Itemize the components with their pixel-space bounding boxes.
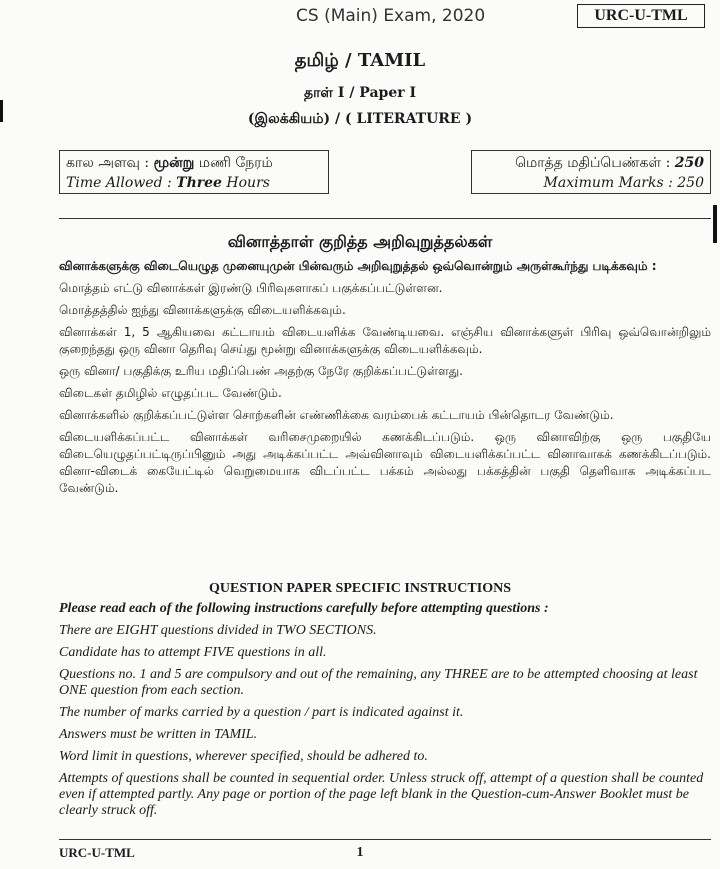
footer-divider — [59, 839, 711, 840]
tamil-instruction-item: ஒரு வினா/ பகுதிக்கு உரிய மதிப்பெண் அதற்கு நேரே குறிக்கப்பட்டுள்ளது. — [59, 364, 463, 378]
tamil-instruction-item: வினாக்கள் 1, 5 ஆகியவை கட்டாயம் விடையளிக்க வேண்டியவை. எஞ்சிய வினாக்களுள் பிரிவு ஒவ்வொன்றிலும் குறைந்தது ஒரு வினா தெரிவு செய்து மூன்று வினாக்களுக்கு விடையளிக்கவும். — [59, 325, 711, 356]
english-instructions — [59, 601, 711, 825]
english-instruction-item: Answers must be written in TAMIL. — [59, 727, 258, 742]
english-instruction-item: Questions no. 1 and 5 are compulsory and out of the remaining, any THREE are to be attempted choosing at least ONE question from each section. — [59, 667, 698, 698]
tamil-instruction-item: வினாக்களில் குறிக்கப்பட்டுள்ள சொற்களின் எண்ணிக்கை வரம்பைக் கட்டாயம் பின்தொடர வேண்டும். — [59, 408, 614, 422]
maximum-marks-tamil: மொத்த மதிப்பெண்கள் : 250 — [515, 155, 704, 171]
english-instruction-item: The number of marks carried by a question / part is indicated against it. — [59, 705, 464, 720]
tamil-instruction-item: மொத்தம் எட்டு வினாக்கள் இரண்டு பிரிவுகளாகப் பகுக்கப்பட்டுள்ளன. — [59, 281, 443, 295]
english-instruction-item: Attempts of questions shall be counted in sequential order. Unless struck off, attempt of a question shall be counted even if attempted partly. Any page or portion of the page left blank in the Question-cum-Answer Booklet must be clearly struck off. — [59, 771, 704, 818]
tamil-instructions-intro: வினாக்களுக்கு விடையெழுத முனையுமுன் பின்வரும் அறிவுறுத்தல் ஒவ்வொன்றும் அருள்கூர்ந்து படிக்கவும் : — [59, 259, 657, 273]
time-allowed-english: Time Allowed : Three Hours — [66, 175, 270, 191]
time-allowed-box — [59, 150, 329, 194]
maximum-marks-box — [471, 150, 711, 194]
subject-title: தமிழ் / TAMIL — [294, 50, 426, 71]
paper-code-box: URC-U-TML — [577, 4, 705, 28]
english-instruction-item: There are EIGHT questions divided in TWO SECTIONS. — [59, 623, 377, 638]
english-instructions-intro: Please read each of the following instructions carefully before attempting questions : — [59, 601, 549, 616]
tamil-instruction-item: விடையளிக்கப்பட்ட வினாக்கள் வரிசைமுறையில் கணக்கிடப்படும். ஒரு வினாவிற்கு ஒரு பகுதியே விடையெழுதப்பட்டிருப்பினும் அது அடிக்கப்பட்ட அவ்வினாவும் விடையளிக்கப்பட்ட வினாவாகக் கணக்கிடப்படும். வினா-விடைக் கையேட்டில் வெறுமையாக விடப்பட்ட பக்கம் அல்லது பக்கத்தின் பகுதி தெளிவாக அடிக்கப்பட வேண்டும். — [59, 430, 711, 495]
english-instructions-heading: QUESTION PAPER SPECIFIC INSTRUCTIONS — [209, 581, 511, 596]
paper-type: (இலக்கியம்) / ( LITERATURE ) — [247, 111, 473, 127]
tamil-instructions-heading: வினாத்தாள் குறித்த அறிவுறுத்தல்கள் — [227, 232, 493, 251]
english-instruction-item: Candidate has to attempt FIVE questions in all. — [59, 645, 327, 660]
tamil-instruction-item: விடைகள் தமிழில் எழுதப்பட வேண்டும். — [59, 386, 282, 400]
page-number: 1 — [356, 845, 364, 860]
paper-number: தாள் I / Paper I — [303, 85, 417, 101]
tamil-instructions — [59, 258, 711, 502]
divider — [59, 218, 711, 219]
english-instruction-item: Word limit in questions, wherever specified, should be adhered to. — [59, 749, 428, 764]
footer-paper-code: URC-U-TML — [59, 845, 135, 860]
maximum-marks-english: Maximum Marks : 250 — [543, 175, 704, 191]
time-allowed-tamil: கால அளவு : மூன்று மணி நேரம் — [66, 155, 273, 171]
tamil-instruction-item: மொத்தத்தில் ஐந்து வினாக்களுக்கு விடையளிக்கவும். — [59, 303, 346, 317]
exam-name: CS (Main) Exam, 2020 — [296, 6, 486, 26]
